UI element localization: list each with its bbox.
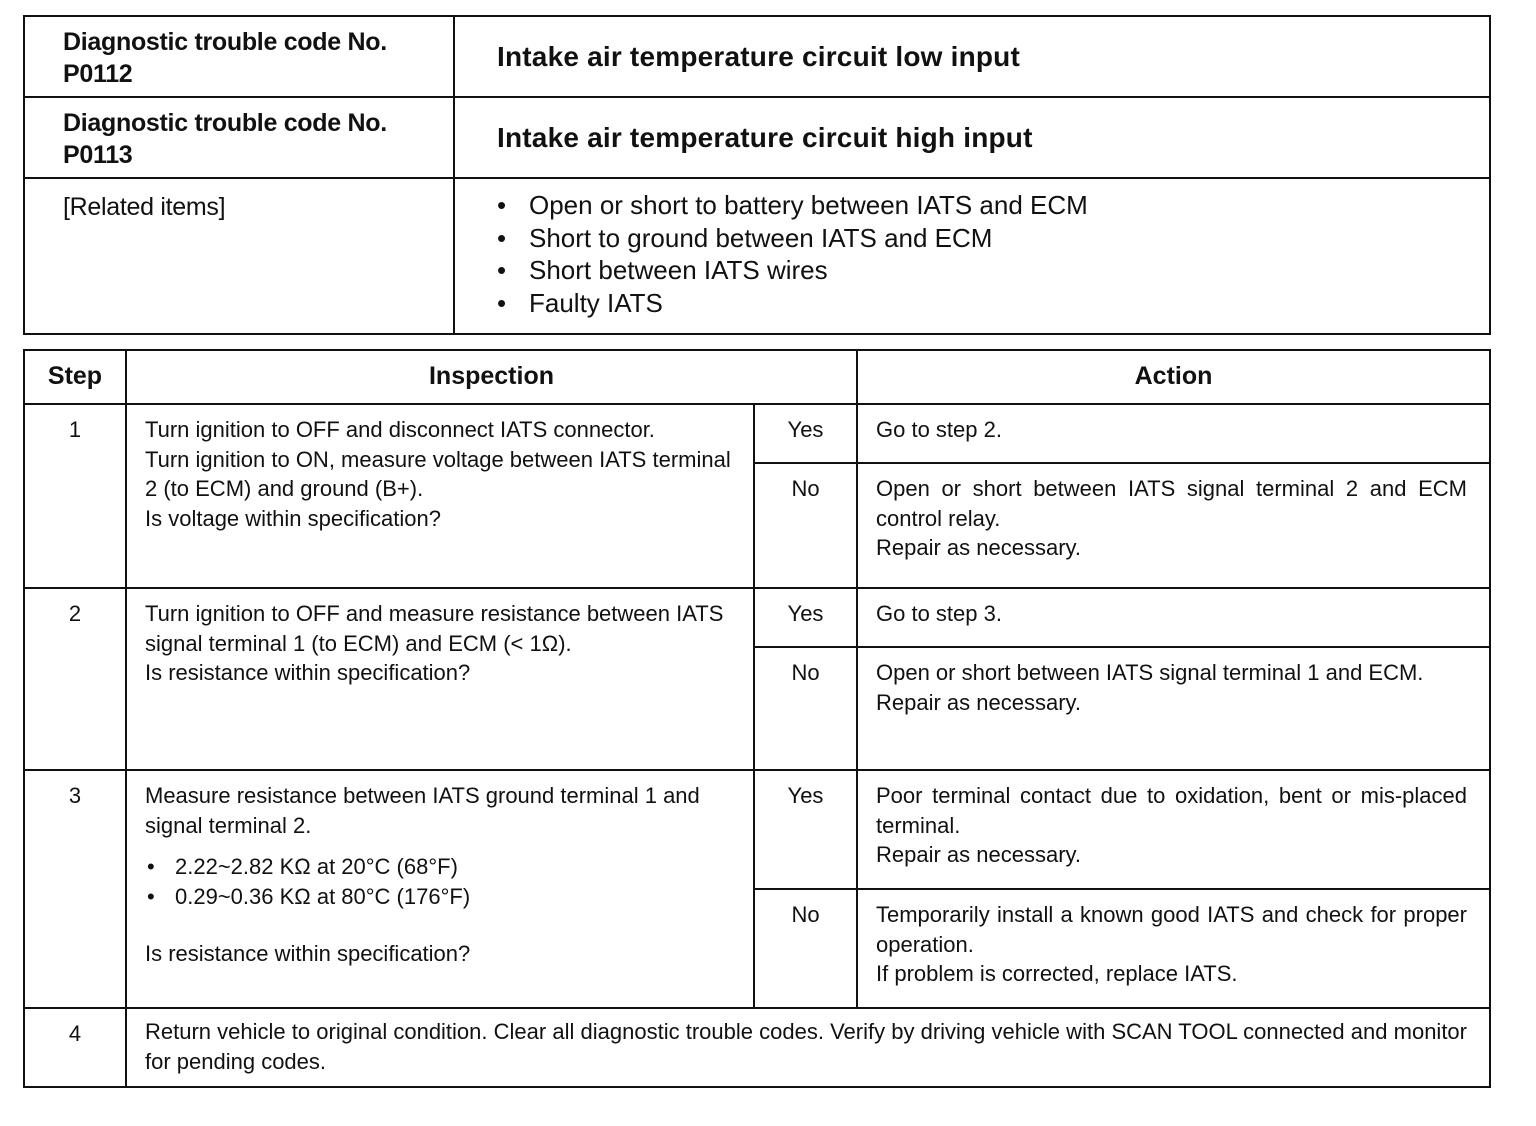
table-row [24,1008,1490,1087]
inspection-cell [126,404,754,588]
action-line: Open or short between IATS signal terminal 1 and ECM. [876,660,1424,685]
table-row [24,588,1490,647]
step-number: 2 [24,588,126,770]
inspection-question: Is resistance within specification? [145,941,471,966]
inspection-line: Turn ignition to OFF and disconnect IATS connector. [145,417,655,442]
table-header-row [24,350,1490,404]
list-item: • 0.29~0.36 KΩ at 80°C (176°F) [145,882,733,912]
inspection-line: Turn ignition to ON, measure voltage between IATS terminal 2 (to ECM) and ground (B+). [145,446,731,501]
action-line: Temporarily install a known good IATS and check for proper operation. [876,902,1467,957]
inspection-line: Turn ignition to OFF and measure resistance between IATS signal terminal 1 (to ECM) and ECM (< 1Ω). [145,601,724,656]
no-label: No [754,463,857,588]
no-label: No [754,647,857,770]
step-number: 4 [24,1008,126,1087]
dtc-title: Intake air temperature circuit high input [454,97,1490,178]
inspection-line: Measure resistance between IATS ground terminal 1 and signal terminal 2. [145,783,700,838]
dtc-code-label: Diagnostic trouble code No. P0112 [24,16,454,97]
inspection-question: Is resistance within specification? [145,660,471,685]
related-items-row [24,178,1490,334]
action-line: Repair as necessary. [876,689,1082,715]
related-items-label: [Related items] [24,178,454,334]
yes-action [857,770,1490,889]
diagnostic-steps-table [23,349,1491,1088]
dtc-row-p0113 [24,97,1490,178]
yes-action [857,404,1490,463]
action-header: Action [857,350,1490,404]
step-header: Step [24,350,126,404]
action-line: Poor terminal contact due to oxidation, bent or mis-placed terminal. [876,783,1467,838]
inspection-header: Inspection [126,350,857,404]
table-row [24,404,1490,463]
list-item: • Short between IATS wires [497,254,1469,287]
related-items-list [497,189,1469,319]
list-item: • Faulty IATS [497,287,1469,320]
no-action [857,647,1490,770]
list-item: • 2.22~2.82 KΩ at 20°C (68°F) [145,852,733,882]
inspection-question: Is voltage within specification? [145,505,441,531]
dtc-row-p0112 [24,16,1490,97]
action-line: Go to step 2. [876,417,1002,442]
yes-action [857,588,1490,647]
no-label: No [754,889,857,1008]
table-row [24,770,1490,889]
no-action [857,463,1490,588]
action-line: If problem is corrected, replace IATS. [876,961,1238,986]
list-item: • Open or short to battery between IATS and ECM [497,189,1469,222]
list-item: • Short to ground between IATS and ECM [497,222,1469,255]
spec-list [145,852,733,911]
action-line: Go to step 3. [876,601,1002,626]
no-action [857,889,1490,1008]
dtc-info-table [23,15,1491,335]
step-number: 3 [24,770,126,1008]
yes-label: Yes [754,770,857,889]
yes-label: Yes [754,588,857,647]
action-line: Open or short between IATS signal terminal 2 and ECM control relay. [876,476,1467,531]
related-items-cell [454,178,1490,334]
inspection-cell [126,770,754,1008]
final-step-text: Return vehicle to original condition. Clear all diagnostic trouble codes. Verify by driving vehicle with SCAN TOOL connected and monitor for pending codes. [126,1008,1490,1087]
step-number: 1 [24,404,126,588]
dtc-code-label: Diagnostic trouble code No. P0113 [24,97,454,178]
dtc-title: Intake air temperature circuit low input [454,16,1490,97]
action-line: Repair as necessary. [876,842,1082,867]
yes-label: Yes [754,404,857,463]
action-line: Repair as necessary. [876,535,1082,560]
inspection-cell [126,588,754,770]
